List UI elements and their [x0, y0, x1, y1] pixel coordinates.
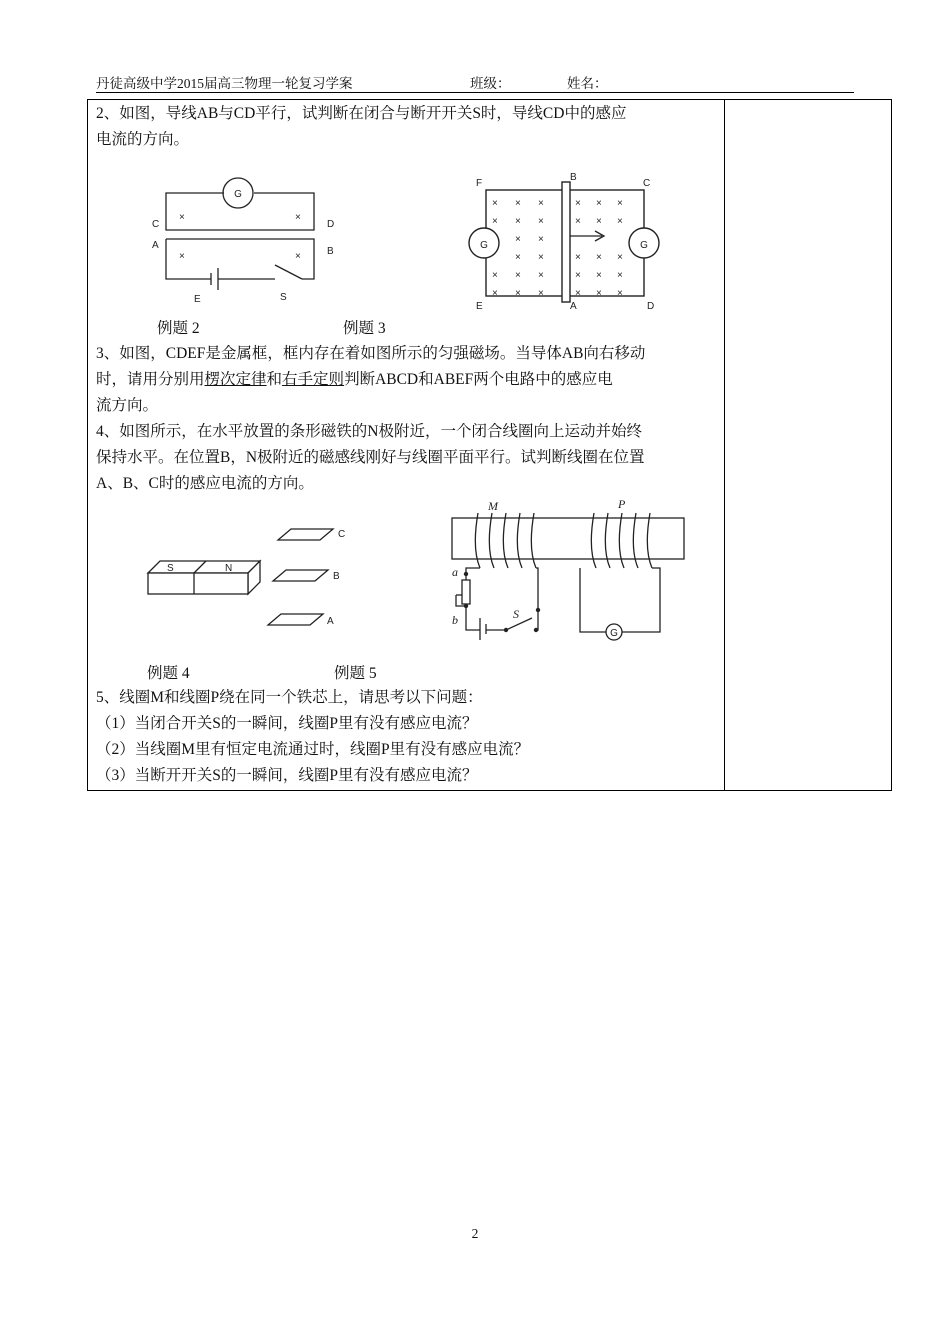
q5-sub-2: （2）当线圈M里有恒定电流通过时，线圈P里有没有感应电流？: [96, 741, 530, 758]
class-label: 班级：: [470, 76, 511, 91]
svg-text:×: ×: [575, 198, 581, 209]
q3-line-1: 3、如图，CDEF是金属框，框内存在着如图所示的匀强磁场。当导体AB向右移动: [96, 345, 646, 362]
figure-example-4: [140, 518, 360, 638]
svg-text:×: ×: [538, 216, 544, 227]
q3-line-3: 流方向。: [96, 397, 159, 414]
svg-text:×: ×: [596, 198, 602, 209]
svg-text:×: ×: [515, 234, 521, 245]
q3-line-2: 时，请用分别用楞次定律和右手定则判断ABCD和ABEF两个电路中的感应电: [96, 371, 613, 388]
svg-text:×: ×: [617, 252, 623, 263]
label-b: B: [327, 246, 334, 257]
label-e: E: [476, 301, 483, 312]
position-a-label: A: [327, 616, 334, 627]
q4-line-2: 保持水平。在位置B，N极附近的磁感线刚好与线圈平面平行。试判断线圈在位置: [96, 449, 645, 466]
magnet-north-label: N: [225, 563, 233, 574]
svg-text:×: ×: [617, 216, 623, 227]
label-d: D: [647, 301, 655, 312]
q4-line-1: 4、如图所示，在水平放置的条形磁铁的N极附近，一个闭合线圈向上运动并始终: [96, 423, 642, 440]
svg-text:×: ×: [575, 270, 581, 281]
label-e: E: [194, 294, 201, 305]
label-c: C: [152, 219, 160, 230]
coil-m-label: M: [488, 499, 498, 513]
svg-text:×: ×: [538, 270, 544, 281]
field-cross: ×: [179, 212, 185, 223]
svg-text:×: ×: [515, 252, 521, 263]
svg-text:×: ×: [575, 288, 581, 299]
svg-text:×: ×: [515, 288, 521, 299]
svg-text:×: ×: [575, 216, 581, 227]
label-s: S: [280, 292, 287, 303]
svg-text:×: ×: [596, 216, 602, 227]
field-cross: ×: [295, 212, 301, 223]
question-2: [96, 101, 626, 153]
svg-text:×: ×: [538, 252, 544, 263]
svg-text:×: ×: [538, 288, 544, 299]
svg-text:×: ×: [617, 270, 623, 281]
caption-example-3: 例题 3: [343, 320, 386, 337]
label-b: B: [570, 172, 577, 183]
label-c: C: [643, 178, 651, 189]
q5-line-1: 5、线圈M和线圈P绕在同一个铁芯上，请思考以下问题：: [96, 689, 483, 706]
figure-example-3: [462, 168, 667, 313]
svg-text:×: ×: [515, 198, 521, 209]
galvanometer-label: G: [610, 628, 618, 639]
figure-example-2: [140, 172, 340, 312]
svg-text:×: ×: [617, 288, 623, 299]
figure-example-5: [440, 496, 695, 646]
label-a: A: [152, 240, 159, 251]
svg-text:×: ×: [515, 216, 521, 227]
svg-text:×: ×: [492, 198, 498, 209]
rheostat-b-label: b: [452, 613, 458, 627]
switch-s-label: S: [513, 607, 519, 621]
position-b-label: B: [333, 571, 340, 582]
q4-line-3: A、B、C时的感应电流的方向。: [96, 475, 314, 492]
caption-example-2: 例题 2: [157, 320, 200, 337]
school-title: 丹徒高级中学2015届高三物理一轮复习学案: [96, 76, 353, 91]
q2-line-1: 2、如图，导线AB与CD平行，试判断在闭合与断开开关S时，导线CD中的感应: [96, 105, 627, 122]
svg-text:×: ×: [492, 270, 498, 281]
svg-text:×: ×: [515, 270, 521, 281]
galvanometer-label: G: [234, 189, 242, 200]
galvanometer-label: G: [480, 240, 488, 251]
label-d: D: [327, 219, 335, 230]
caption-example-5: 例题 5: [334, 665, 377, 682]
notes-column-divider: [724, 99, 725, 791]
q2-line-2: 电流的方向。: [96, 131, 190, 148]
svg-text:×: ×: [575, 252, 581, 263]
lenz-law-term: 楞次定律: [204, 371, 267, 388]
page-number: 2: [471, 1226, 479, 1241]
label-f: F: [476, 178, 483, 189]
question-3: [96, 341, 645, 419]
field-cross: ×: [179, 251, 185, 262]
position-c-label: C: [338, 529, 346, 540]
svg-text:×: ×: [538, 234, 544, 245]
field-cross: ×: [295, 251, 301, 262]
question-4: [96, 419, 645, 497]
svg-text:×: ×: [492, 288, 498, 299]
caption-example-4: 例题 4: [147, 665, 190, 682]
page-header: [96, 72, 854, 93]
q5-sub-1: （1）当闭合开关S的一瞬间，线圈P里有没有感应电流？: [96, 715, 478, 732]
coil-p-label: P: [618, 497, 626, 511]
q5-sub-3: （3）当断开开关S的一瞬间，线圈P里有没有感应电流？: [96, 767, 478, 784]
name-label: 姓名：: [567, 76, 608, 91]
galvanometer-label: G: [640, 240, 648, 251]
svg-text:×: ×: [492, 216, 498, 227]
svg-text:×: ×: [596, 270, 602, 281]
svg-text:×: ×: [596, 252, 602, 263]
svg-text:×: ×: [617, 198, 623, 209]
magnetic-field-crosses: [492, 198, 623, 299]
right-hand-rule-term: 右手定则: [282, 371, 345, 388]
svg-text:×: ×: [538, 198, 544, 209]
rheostat-a-label: a: [452, 565, 458, 579]
svg-text:×: ×: [596, 288, 602, 299]
magnet-south-label: S: [167, 563, 174, 574]
label-a: A: [570, 301, 577, 312]
question-5: [96, 685, 529, 789]
